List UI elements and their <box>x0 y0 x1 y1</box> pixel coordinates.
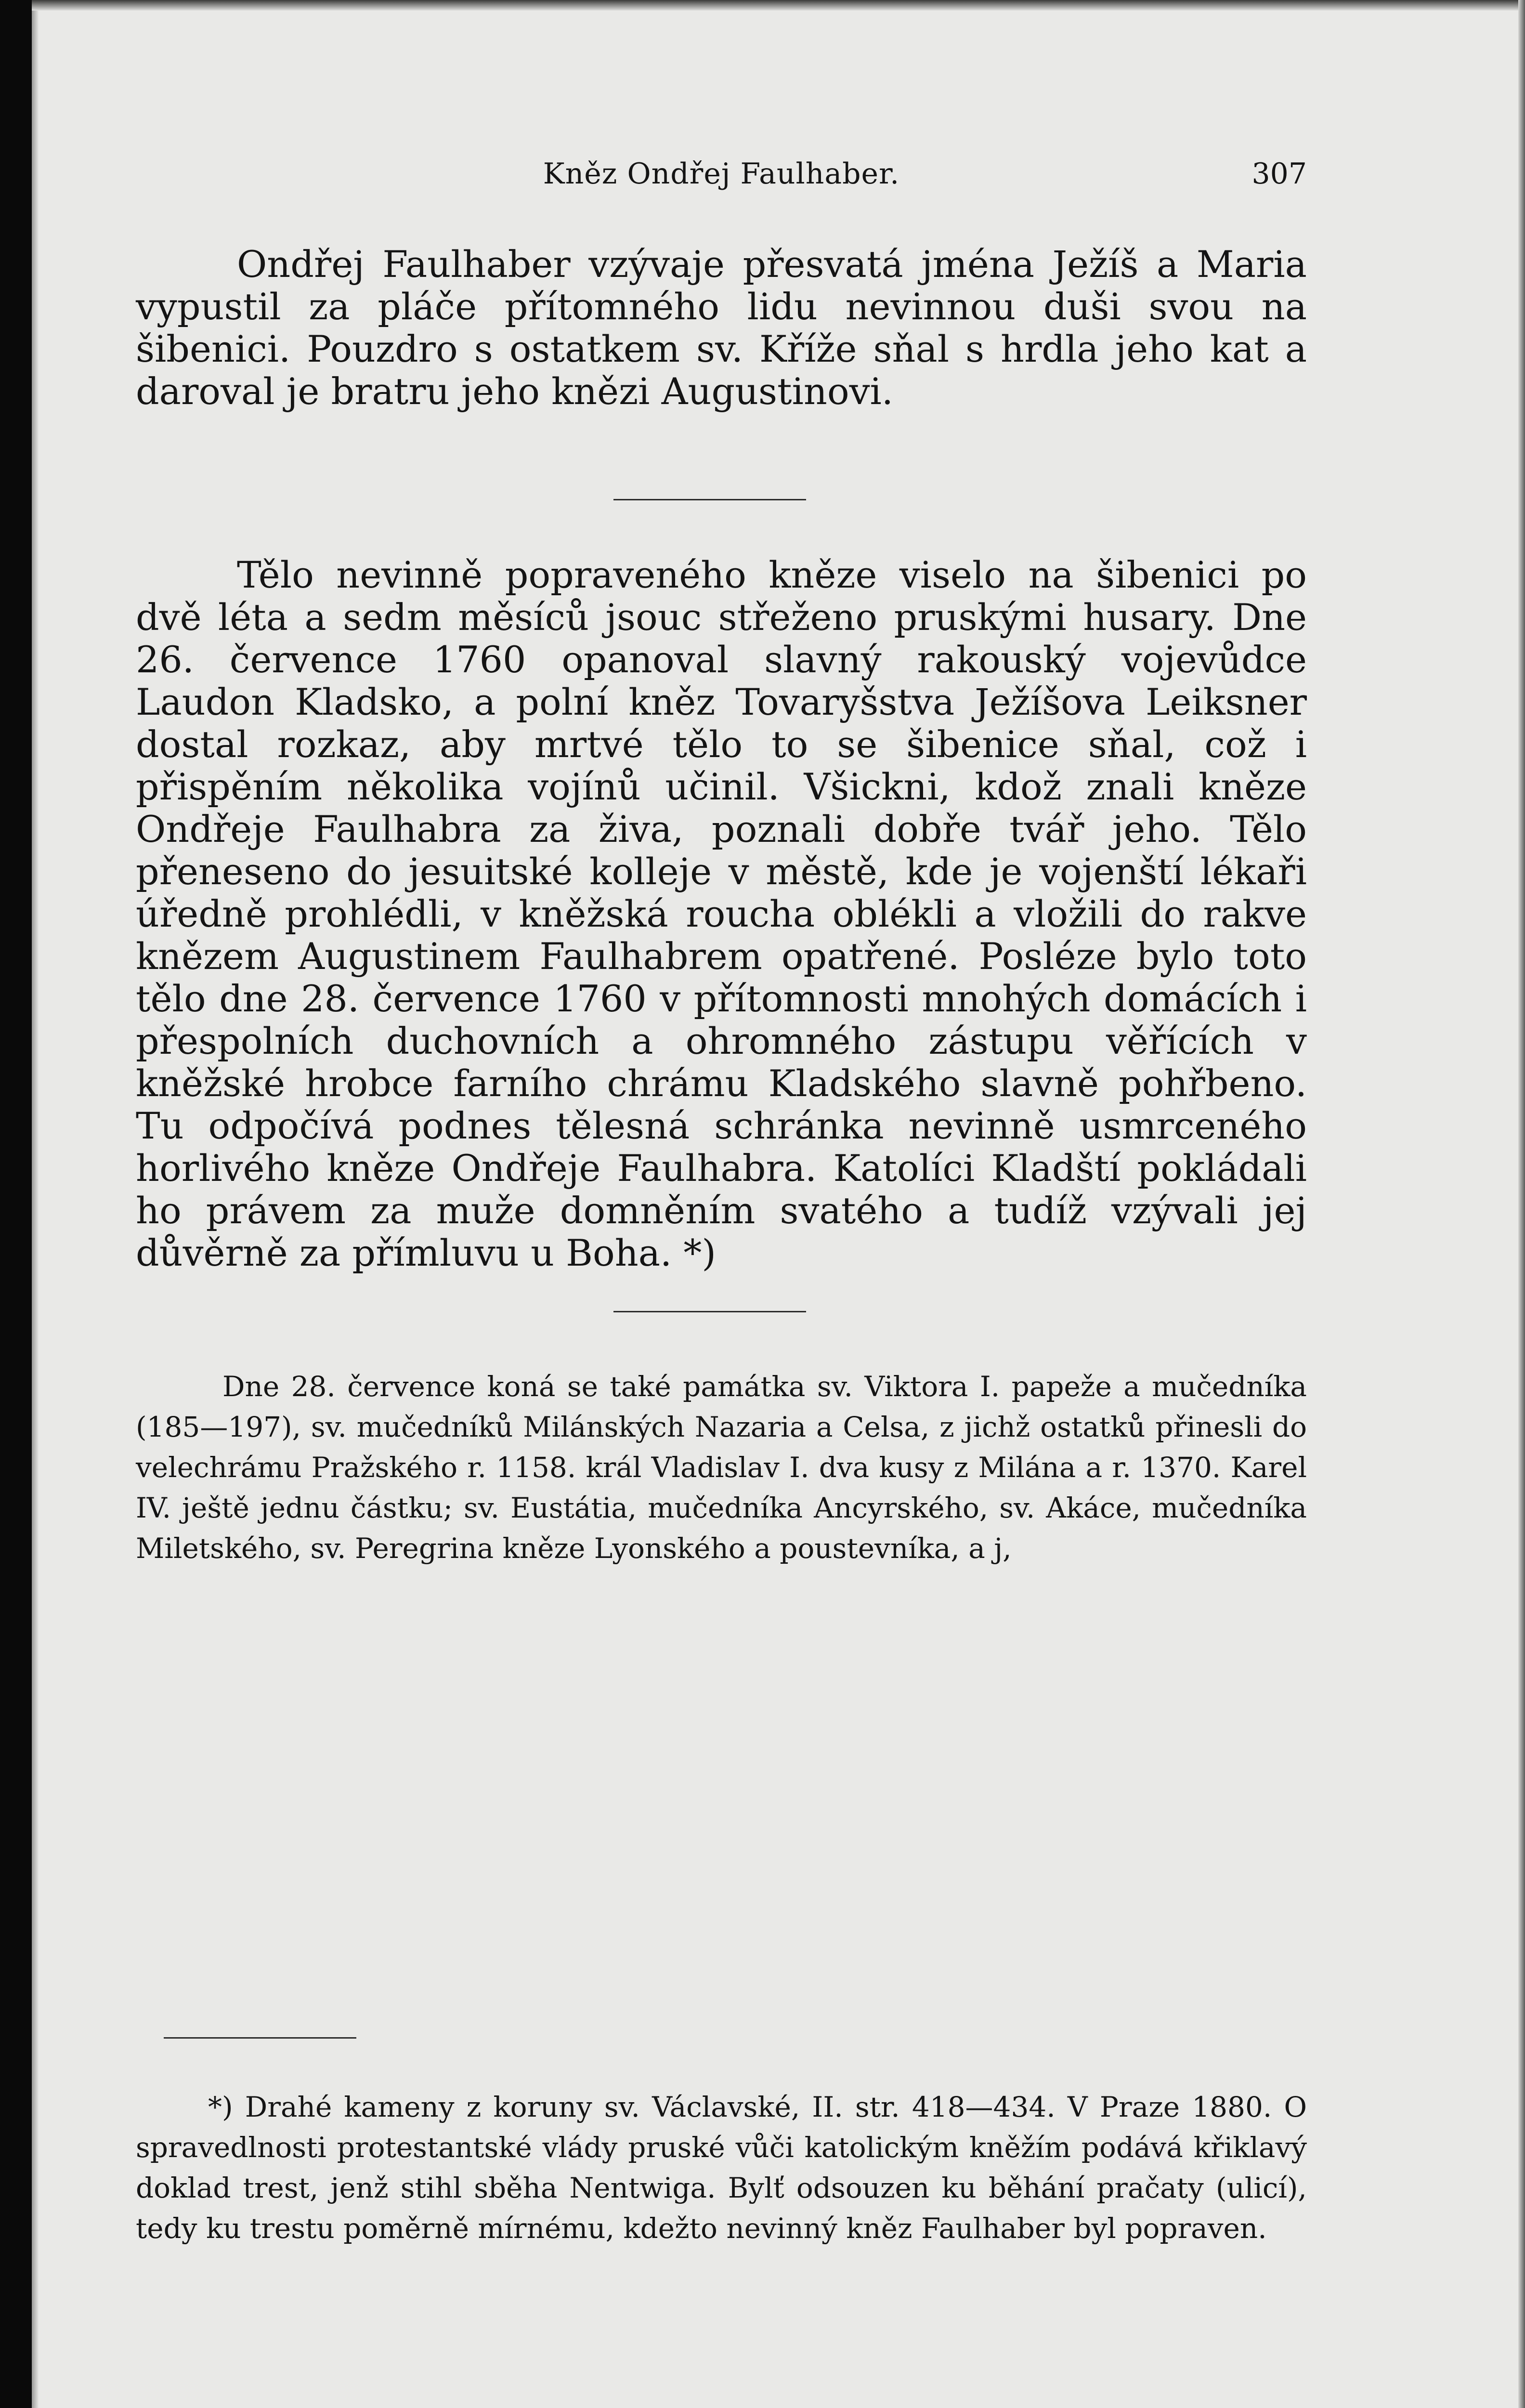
page-number: 307 <box>1251 157 1307 191</box>
scan-edge-right <box>1518 0 1525 2408</box>
footnote-divider <box>164 2037 356 2039</box>
footnote-text: *) Drahé kameny z koruny sv. Václavské, II. str. 418—434. V Praze 1880. O spravedlnosti protestantské vlády pruské vůči katolickým kněžím podává křiklavý doklad trest, jenž stihl sběha Nentwiga. Bylť odsouzen ku běhání pračaty (ulicí), tedy ku trestu poměrně mírnému, kdežto nevinný kněz Faulhaber byl popraven. <box>136 2091 1307 2245</box>
footnote <box>136 2087 1307 2249</box>
scan-edge-shadow <box>32 0 39 2408</box>
paragraph-burial <box>136 554 1307 1274</box>
commemoration-text: Dne 28. července koná se také památka sv. Viktora I. papeže a mučedníka (185—197), sv. mučedníků Milánských Nazaria a Celsa, z jichž ostatků přinesli do velechrámu Pražského r. 1158. král Vladislav I. dva kusy z Milána a r. 1370. Karel IV. ještě jednu částku; sv. Eustátia, mučedníka Ancyrského, sv. Akáce, mučedníka Miletského, sv. Peregrina kněze Lyonského a poustevníka, a j, <box>136 1370 1307 1565</box>
scan-edge-top <box>32 0 1518 11</box>
paragraph-text: Ondřej Faulhaber vzývaje přesvatá jména Ježíš a Maria vypustil za pláče přítomného lidu nevinnou duši svou na šibenici. Pouzdro s ostatkem sv. Kříže sňal s hrdla jeho kat a daroval je bratru jeho knězi Augustinovi. <box>136 243 1307 413</box>
paragraph-execution <box>136 243 1307 413</box>
commemoration-note <box>136 1366 1307 1569</box>
section-divider <box>613 499 806 500</box>
scan-edge-left <box>0 0 32 2408</box>
running-title: Kněz Ondřej Faulhaber. <box>543 157 900 191</box>
page-header <box>136 157 1307 205</box>
paragraph-text: Tělo nevinně popraveného kněze viselo na šibenici po dvě léta a sedm měsíců jsouc střeženo pruskými husary. Dne 26. července 1760 opanoval slavný rakouský vojevůdce Laudon Kladsko, a polní kněz Tovaryšstva Ježíšova Leiksner dostal rozkaz, aby mrtvé tělo to se šibenice sňal, což i přispěním několika vojínů učinil. Všickni, kdož znali kněze Ondřeje Faulhabra za živa, poznali dobře tvář jeho. Tělo přeneseno do jesuitské kolleje v městě, kde je vojenští lékaři úředně prohlédli, v kněžská roucha oblékli a vložili do rakve knězem Augustinem Faulhabrem opatřené. Posléze bylo toto tělo dne 28. července 1760 v přítomnosti mnohých domácích i přespolních duchovních a ohromného zástupu věřících v kněžské hrobce farního chrámu Kladského slavně pohřbeno. Tu odpočívá podnes tělesná schránka nevinně usmrceného horlivého kněze Ondřeje Faulhabra. Katolíci Kladští pokládali ho právem za muže domněním svatého a tudíž vzývali jej důvěrně za přímluvu u Boha. *) <box>136 553 1307 1274</box>
section-divider <box>613 1311 806 1312</box>
